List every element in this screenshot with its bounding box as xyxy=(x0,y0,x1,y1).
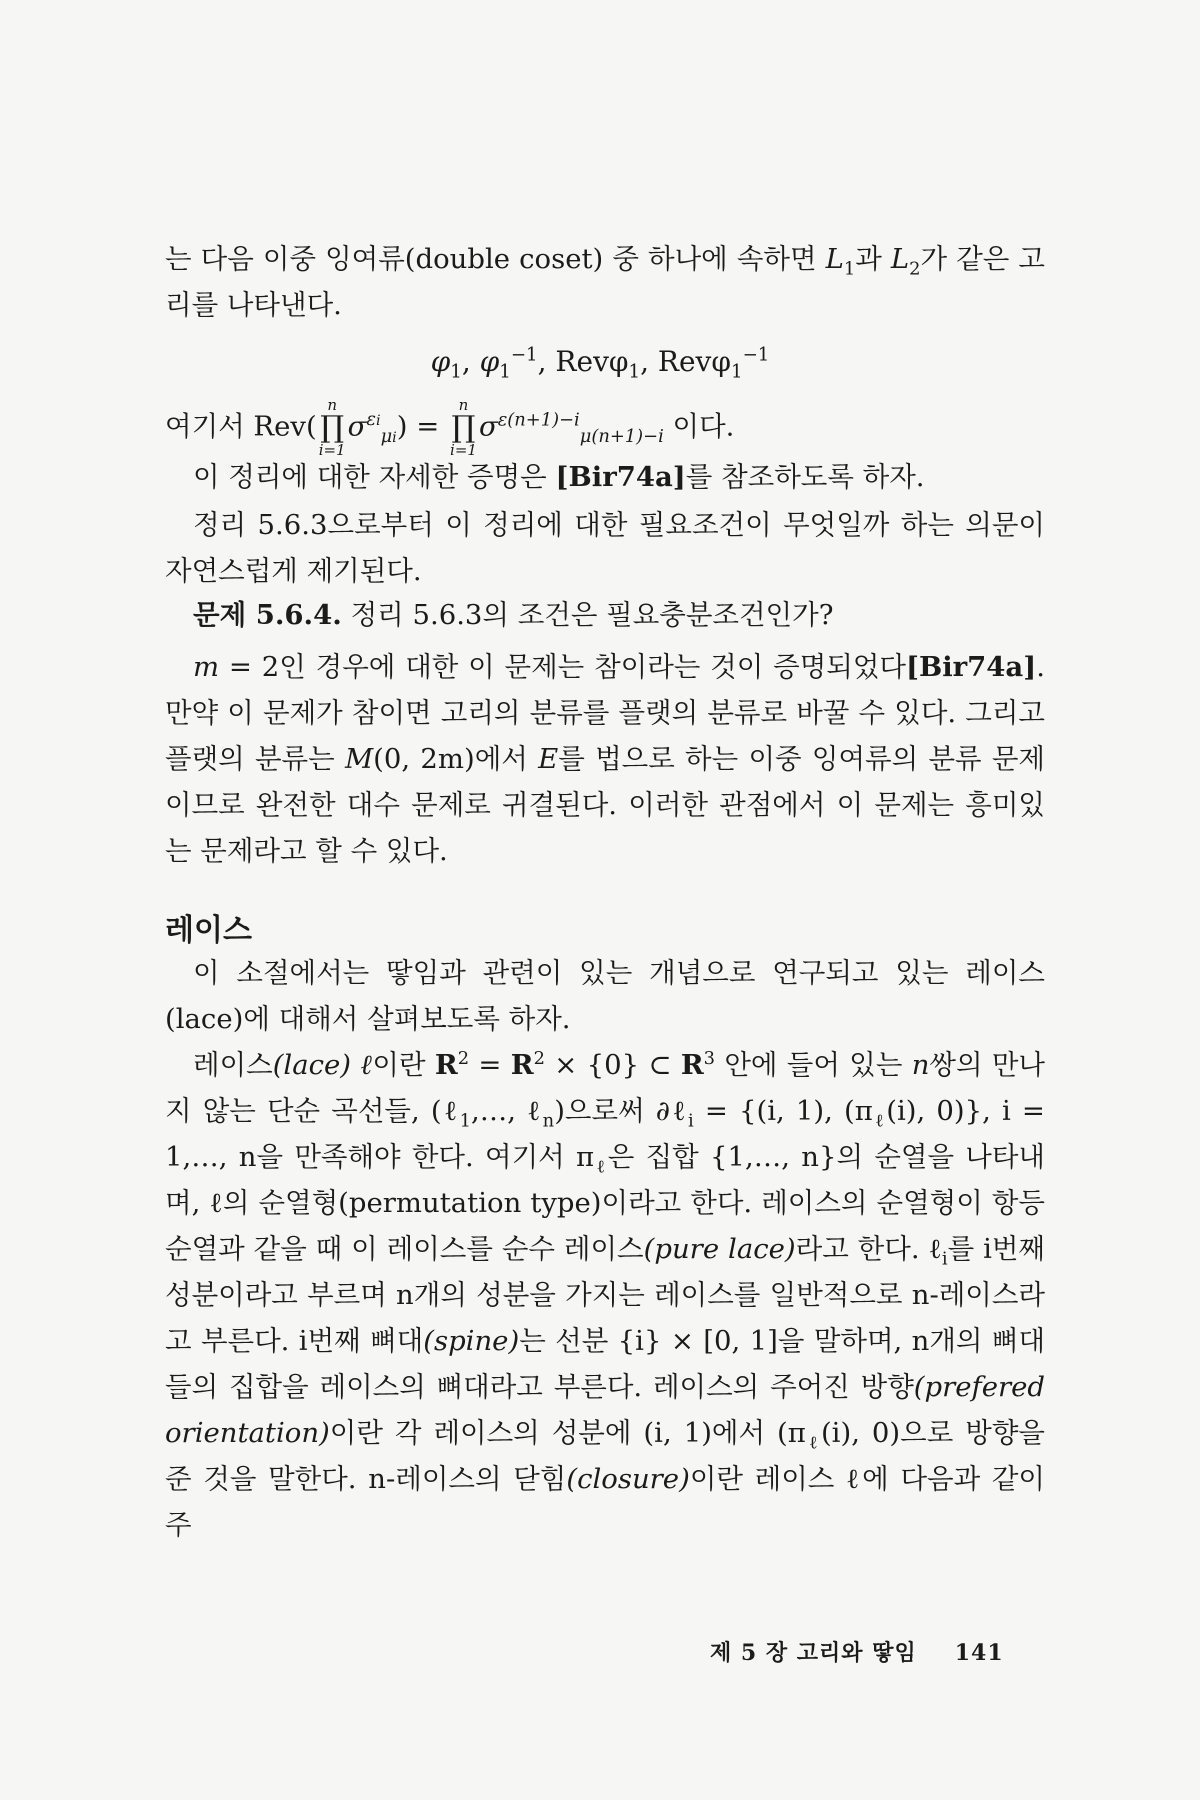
math-R: R xyxy=(510,1049,534,1081)
section-heading: 레이스 xyxy=(165,913,252,948)
math-phi: φ xyxy=(430,345,451,378)
text: 이란 각 레이스의 성분에 (i, 1)에서 (π xyxy=(329,1417,806,1449)
math-sub: 1 xyxy=(459,1110,471,1132)
citation: [Bir74a] xyxy=(555,461,686,493)
math-sup: −1 xyxy=(510,344,538,366)
math-R: R xyxy=(434,1049,458,1081)
math-sub: i xyxy=(687,1110,694,1132)
text: , Revφ xyxy=(640,345,731,378)
math-sub: 1 xyxy=(628,361,641,383)
text: 는 다음 이중 잉여류(double coset) 중 하나에 속하면 xyxy=(165,243,826,275)
paragraph-m2-case xyxy=(165,644,1045,874)
product-symbol: ∏ xyxy=(320,410,345,445)
text: 정리 5.6.3의 조건은 필요충분조건인가? xyxy=(341,599,834,631)
math-sub: ℓ xyxy=(805,1432,821,1454)
text: )으로써 ∂ℓ xyxy=(554,1095,688,1127)
math-italic: (prefered orientation) xyxy=(165,1371,1045,1449)
math-sub: 1 xyxy=(730,361,743,383)
math-sub: 1 xyxy=(450,361,462,383)
math-R: R xyxy=(680,1049,704,1081)
chapter-title: 제 5 장 고리와 땋임 xyxy=(710,1640,917,1666)
math-sub: i xyxy=(375,413,381,430)
math-italic: (pure lace) xyxy=(643,1233,796,1265)
math-sup: ε xyxy=(366,409,376,431)
text: 를 법으로 하는 이중 잉여류의 분류 문제이므로 완전한 대수 문제로 귀결된다. 이러한 관점에서 이 문제는 흥미있는 문제라고 할 수 있다. xyxy=(165,743,1046,867)
math-L1: L xyxy=(825,243,844,275)
text: 과 xyxy=(855,243,891,275)
text: ) = xyxy=(396,410,449,443)
paragraph-double-coset xyxy=(165,236,1045,328)
math-sup: ε(n+1)−i xyxy=(497,409,580,431)
math-sub: i xyxy=(392,430,397,446)
math-italic: (lace) ℓ xyxy=(272,1049,373,1081)
problem-label: 문제 5.6.4. xyxy=(193,599,342,631)
math-sup: n xyxy=(458,396,469,414)
text: 이 정리에 대한 자세한 증명은 xyxy=(193,461,556,493)
math-sigma: σ xyxy=(347,410,367,443)
page-footer xyxy=(710,1636,1004,1667)
text: = 2인 경우에 대한 이 문제는 참이라는 것이 증명되었다 xyxy=(219,651,906,683)
math-sub: i=1 xyxy=(318,441,346,459)
text: 레이스 xyxy=(193,1049,273,1081)
math-sub: μ(n+1)−i xyxy=(579,426,664,447)
math-E: E xyxy=(538,743,559,775)
text: 에서 xyxy=(474,743,539,775)
text: 를 i번째 성분이라고 부르며 n개의 성분을 가지는 레이스를 일반적으로 n-레이스라고 부른다. i번째 뼈대 xyxy=(165,1233,1045,1357)
text: 이다. xyxy=(663,410,735,443)
math-sub: 1 xyxy=(499,361,511,383)
text: . 만약 이 문제가 참이면 고리의 분류를 플랫의 분류로 바꿀 수 있다. 그리고 플랫의 분류는 xyxy=(165,651,1045,775)
text: 이란 xyxy=(372,1049,435,1081)
math-m: m xyxy=(193,651,220,683)
citation: [Bir74a] xyxy=(905,651,1037,683)
text: (i), 0)으로 방향을 준 것을 말한다. n-레이스의 닫힘 xyxy=(165,1417,1045,1495)
math-sup: n xyxy=(327,396,337,414)
math-args: (0, 2m) xyxy=(373,743,475,775)
product-operator xyxy=(450,398,477,458)
text: , Revφ xyxy=(537,345,629,378)
math-sub: ℓ xyxy=(872,1110,887,1132)
math-sigma: σ xyxy=(478,410,498,443)
math-sub: 2 xyxy=(909,258,921,280)
math-sub: n xyxy=(542,1110,555,1132)
text: ,…, ℓ xyxy=(470,1095,543,1127)
text: × {0} ⊂ xyxy=(544,1049,681,1081)
text: 쌍의 만나지 않는 단순 곡선들, (ℓ xyxy=(165,1049,1045,1127)
math-sub: i xyxy=(941,1248,948,1270)
text: , xyxy=(461,345,480,378)
math-sub: ℓ xyxy=(594,1156,608,1178)
equation-coset-list xyxy=(0,344,1200,383)
problem-statement xyxy=(165,592,1045,638)
text: 안에 들어 있는 xyxy=(715,1049,912,1081)
text: 여기서 Rev( xyxy=(165,410,317,443)
text: = xyxy=(469,1049,511,1081)
math-sub: μ xyxy=(380,426,393,447)
math-n: n xyxy=(911,1049,930,1081)
math-phi: φ xyxy=(479,345,500,378)
text: 가 같은 고리를 나타낸다. xyxy=(165,243,1045,321)
math-sub: i=1 xyxy=(450,441,477,459)
paragraph-proof-reference xyxy=(165,454,1045,500)
page-number: 141 xyxy=(954,1640,1004,1666)
math-sub: 1 xyxy=(843,258,856,280)
math-sup: 3 xyxy=(703,1047,716,1069)
math-sup: 2 xyxy=(457,1047,470,1069)
text: 이란 레이스 ℓ에 다음과 같이 주 xyxy=(165,1463,1045,1541)
math-italic: (spine) xyxy=(423,1325,520,1357)
text: 는 선분 {i} × [0, 1]을 말하며, n개의 뼈대들의 집합을 레이스의 뼈대라고 부른다. 레이스의 주어진 방향 xyxy=(165,1325,1046,1403)
text: 를 참조하도록 하자. xyxy=(685,461,925,493)
product-operator xyxy=(319,398,346,458)
equation-rev-product xyxy=(165,398,1045,458)
text: 은 집합 {1,…, n}의 순열을 나타내며, ℓ의 순열형(permutation type)이라고 한다. 레이스의 순열형이 항등순열과 같을 때 이 레이스를 순수 레이스 xyxy=(165,1141,1045,1265)
math-sup: 2 xyxy=(533,1047,545,1069)
product-symbol: ∏ xyxy=(451,410,476,445)
text: = {(i, 1), (π xyxy=(693,1095,873,1127)
paragraph-lace-intro: 이 소절에서는 땋임과 관련이 있는 개념으로 연구되고 있는 레이스(lace)에 대해서 살펴보도록 하자. xyxy=(165,957,1045,1035)
paragraph-necessary-condition: 정리 5.6.3으로부터 이 정리에 대한 필요조건이 무엇일까 하는 의문이 자연스럽게 제기된다. xyxy=(165,509,1045,587)
math-L2: L xyxy=(890,243,910,275)
math-sup: −1 xyxy=(742,344,770,366)
text: 라고 한다. ℓ xyxy=(795,1233,942,1265)
math-M: M xyxy=(344,743,374,775)
math-italic: (closure) xyxy=(566,1463,690,1495)
paragraph-lace-definition xyxy=(165,1042,1045,1548)
text: (i), 0)}, i = 1,…, n을 만족해야 한다. 여기서 π xyxy=(165,1095,1045,1173)
